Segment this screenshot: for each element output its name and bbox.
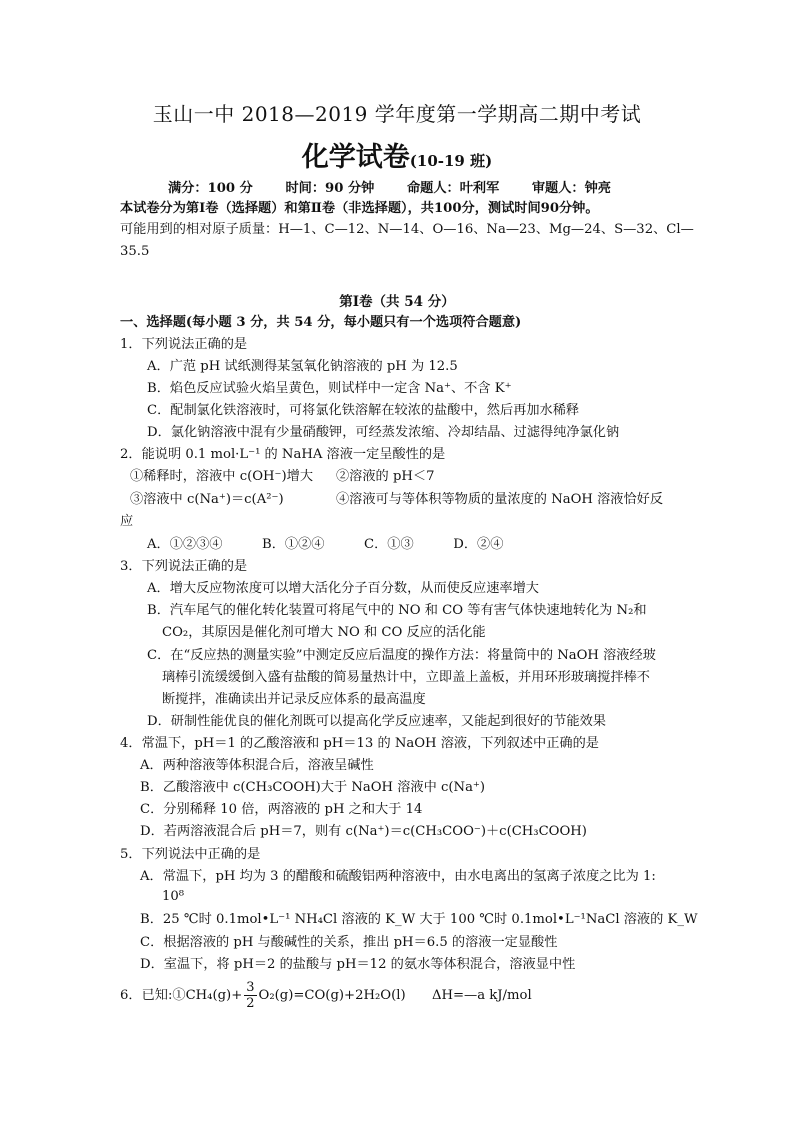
question-5-option-d: D．室温下，将 pH＝2 的盐酸与 pH＝12 的氨水等体积混合，溶液显中性 — [140, 957, 576, 972]
question-4-option-d: D．若两溶液混合后 pH＝7，则有 c(Na⁺)＝c(CH₃COO⁻)＋c(CH₃COOH) — [140, 824, 587, 839]
fraction-numerator: 3 — [246, 980, 255, 995]
exam-reviewer: 审题人：钟亮 — [531, 181, 611, 196]
question-1-option-c: C．配制氯化铁溶液时，可将氯化铁溶解在较浓的盐酸中，然后再加水稀释 — [147, 403, 580, 418]
question-1-option-a: A．广范 pH 试纸测得某氢氧化钠溶液的 pH 为 12.5 — [147, 359, 458, 374]
fraction-denominator: 2 — [246, 996, 255, 1011]
exam-subject-title — [0, 135, 794, 174]
question-4-option-a: A．两种溶液等体积混合后，溶液呈碱性 — [140, 758, 374, 773]
exam-author: 命题人：叶利军 — [406, 181, 500, 196]
question-1-option-d: D．氯化钠溶液中混有少量硝酸钾，可经蒸发浓缩、冷却结晶、过滤得纯净氯化钠 — [147, 425, 620, 440]
question-3-option-d: D．研制性能优良的催化剂既可以提高化学反应速率，又能起到很好的节能效果 — [147, 714, 606, 729]
subject-name: 化学试卷 — [301, 142, 410, 173]
exam-time: 时间：90 分钟 — [285, 181, 375, 196]
question-5-option-a-cont: 10⁸ — [162, 889, 185, 904]
question-1-stem: 1．下列说法正确的是 — [120, 337, 248, 352]
question-4-option-b: B．乙酸溶液中 c(CH₃COOH)大于 NaOH 溶液中 c(Na⁺) — [140, 780, 486, 795]
fraction — [244, 980, 256, 1011]
question-3-option-c: C．在“反应热的测量实验”中测定反应后温度的操作方法：将量筒中的 NaOH 溶液经玻 — [147, 648, 656, 663]
atomic-masses: 可能用到的相对原子质量：H—1、C—12、N—14、O—16、Na—23、Mg—24、S—32、Cl— — [120, 222, 694, 237]
question-3-option-b-cont: CO₂，其原因是催化剂可增大 NO 和 CO 反应的活化能 — [162, 625, 486, 640]
atomic-masses-cont: 35.5 — [120, 244, 150, 259]
question-3-option-c-cont-2: 断搅拌，准确读出并记录反应体系的最高温度 — [162, 692, 426, 707]
question-4-option-c: C．分别稀释 10 倍，两溶液的 pH 之和大于 14 — [140, 802, 423, 817]
question-2-statement-1: ①稀释时，溶液中 c(OH⁻)增大 — [130, 469, 314, 484]
exam-meta — [168, 177, 639, 196]
question-2-stem: 2．能说明 0.1 mol·L⁻¹ 的 NaHA 溶液一定呈酸性的是 — [120, 447, 446, 462]
section-title: 第Ⅰ卷（共 54 分） — [339, 294, 455, 310]
full-score: 满分：100 分 — [168, 181, 253, 196]
question-2-statement-4: ④溶液可与等体积等物质的量浓度的 NaOH 溶液恰好反 — [336, 492, 664, 507]
question-6-suffix: O₂(g)=CO(g)+2H₂O(l) ΔH=—a kJ/mol — [258, 988, 532, 1003]
exam-header-title: 玉山一中 2018—2019 学年度第一学期高二期中考试 — [152, 102, 642, 126]
class-range: (10-19 班) — [409, 152, 493, 170]
question-5-option-c: C．根据溶液的 pH 与酸碱性的关系，推出 pH＝6.5 的溶液一定显酸性 — [140, 935, 558, 950]
question-3-option-a: A．增大反应物浓度可以增大活化分子百分数，从而使反应速率增大 — [147, 581, 539, 596]
question-1-option-b: B．焰色反应试验火焰呈黄色，则试样中一定含 Na⁺、不含 K⁺ — [147, 381, 512, 396]
question-3-option-b: B．汽车尾气的催化转化装置可将尾气中的 NO 和 CO 等有害气体快速地转化为 N₂和 — [147, 603, 647, 618]
question-6-stem — [120, 980, 532, 1011]
section-heading: 一、选择题(每小题 3 分，共 54 分，每小题只有一个选项符合题意) — [120, 315, 522, 330]
question-3-option-c-cont-1: 璃棒引流缓缓倒入盛有盐酸的简易量热计中，立即盖上盖板，并用环形玻璃搅拌棒不 — [162, 670, 650, 685]
question-5-stem: 5．下列说法中正确的是 — [120, 847, 261, 862]
question-2-statement-2: ②溶液的 pH＜7 — [336, 469, 435, 484]
question-5-option-b: B．25 ℃时 0.1mol•L⁻¹ NH₄Cl 溶液的 K_W 大于 100 ℃时 0.1mol•L⁻¹NaCl 溶液的 K_W — [140, 912, 698, 927]
question-2-options: A．①②③④ B．①②④ C．①③ D．②④ — [147, 537, 504, 552]
question-2-statement-4-cont: 应 — [120, 514, 134, 529]
question-2-statement-3: ③溶液中 c(Na⁺)＝c(A²⁻) — [130, 492, 284, 507]
question-3-stem: 3．下列说法正确的是 — [120, 559, 248, 574]
exam-intro: 本试卷分为第Ⅰ卷（选择题）和第Ⅱ卷（非选择题），共100分，测试时间90分钟。 — [120, 201, 599, 216]
question-6-prefix: 6．已知:①CH₄(g)+ — [120, 988, 243, 1003]
question-4-stem: 4．常温下，pH＝1 的乙酸溶液和 pH＝13 的 NaOH 溶液，下列叙述中正确的是 — [120, 736, 599, 751]
question-5-option-a: A．常温下，pH 均为 3 的醋酸和硫酸铝两种溶液中，由水电离出的氢离子浓度之比为 1: — [140, 869, 656, 884]
